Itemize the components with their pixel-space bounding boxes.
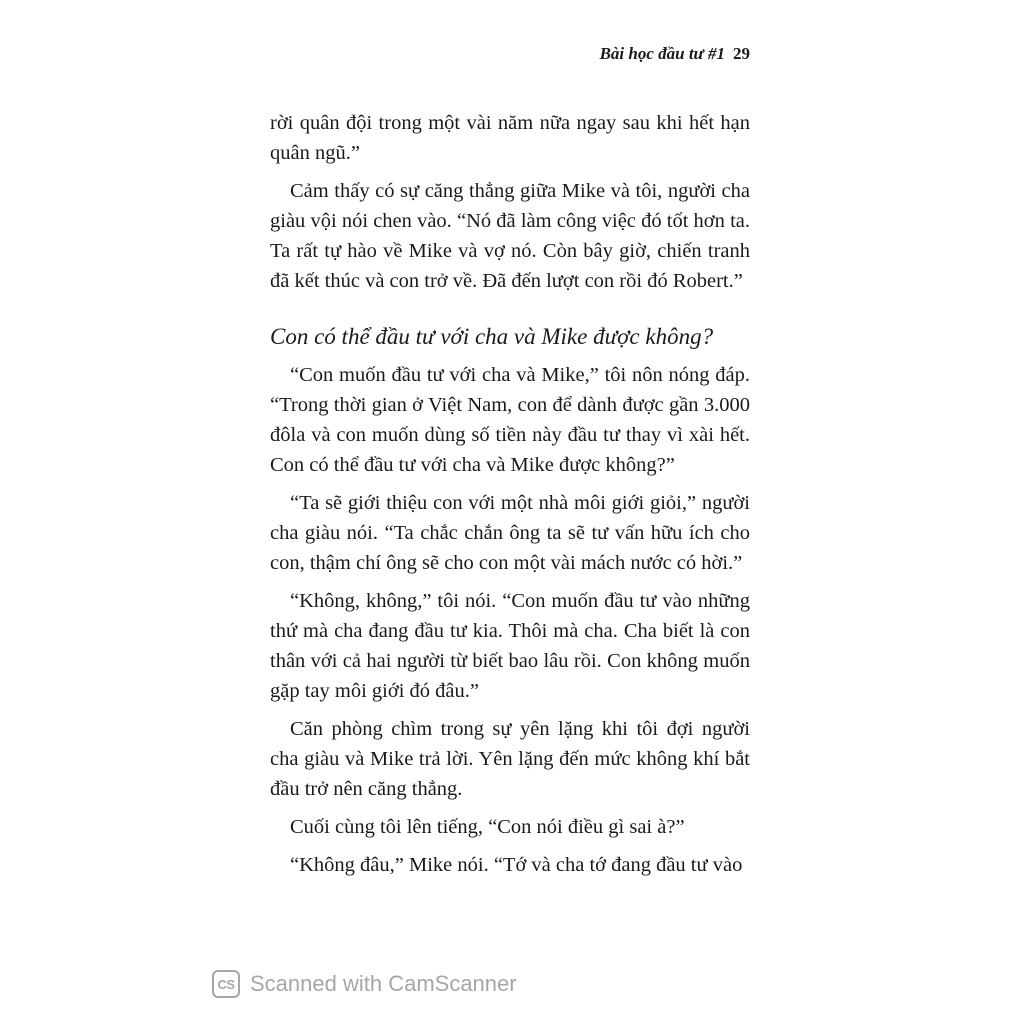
paragraph: rời quân đội trong một vài năm nữa ngay sau khi hết hạn quân ngũ.” [270, 112, 750, 164]
paragraph: Cảm thấy có sự căng thẳng giữa Mike và tôi, người cha giàu vội nói chen vào. “Nó đã làm công việc đó tốt hơn ta. Ta rất tự hào về Mike và vợ nó. Còn bây giờ, chiến tranh đã kết thúc và con trở về. Đã đến lượt con rồi đó Robert.” [270, 180, 750, 292]
running-header [560, 44, 750, 64]
page-number: 29 [733, 44, 750, 63]
paragraph: “Không, không,” tôi nói. “Con muốn đầu tư vào những thứ mà cha đang đầu tư kia. Thôi mà cha. Cha biết là con thân với cả hai người từ biết bao lâu rồi. Con không muốn gặp tay môi giới đó đâu.” [270, 590, 750, 702]
paragraph: “Không đâu,” Mike nói. “Tớ và cha tớ đang đầu tư vào [290, 854, 743, 876]
watermark-text: Scanned with CamScanner [250, 971, 517, 996]
camscanner-logo-icon: CS [212, 970, 240, 998]
paragraph: “Ta sẽ giới thiệu con với một nhà môi giới giỏi,” người cha giàu nói. “Ta chắc chắn ông ta sẽ tư vấn hữu ích cho con, thậm chí ông sẽ cho con một vài mách nước có hời.” [270, 492, 750, 574]
running-title: Bài học đầu tư #1 [599, 44, 725, 63]
camscanner-watermark [212, 970, 517, 998]
section-heading: Con có thể đầu tư với cha và Mike được không? [270, 324, 714, 349]
paragraph: “Con muốn đầu tư với cha và Mike,” tôi nôn nóng đáp. “Trong thời gian ở Việt Nam, con để dành được gần 3.000 đôla và con muốn dùng số tiền này đầu tư thay vì xài hết. Con có thể đầu tư với cha và Mike được không?” [270, 364, 750, 476]
paragraph: Căn phòng chìm trong sự yên lặng khi tôi đợi người cha giàu và Mike trả lời. Yên lặng đến mức không khí bắt đầu trở nên căng thẳng. [270, 718, 750, 800]
body-text [270, 108, 750, 888]
paragraph: Cuối cùng tôi lên tiếng, “Con nói điều gì sai à?” [290, 816, 685, 838]
